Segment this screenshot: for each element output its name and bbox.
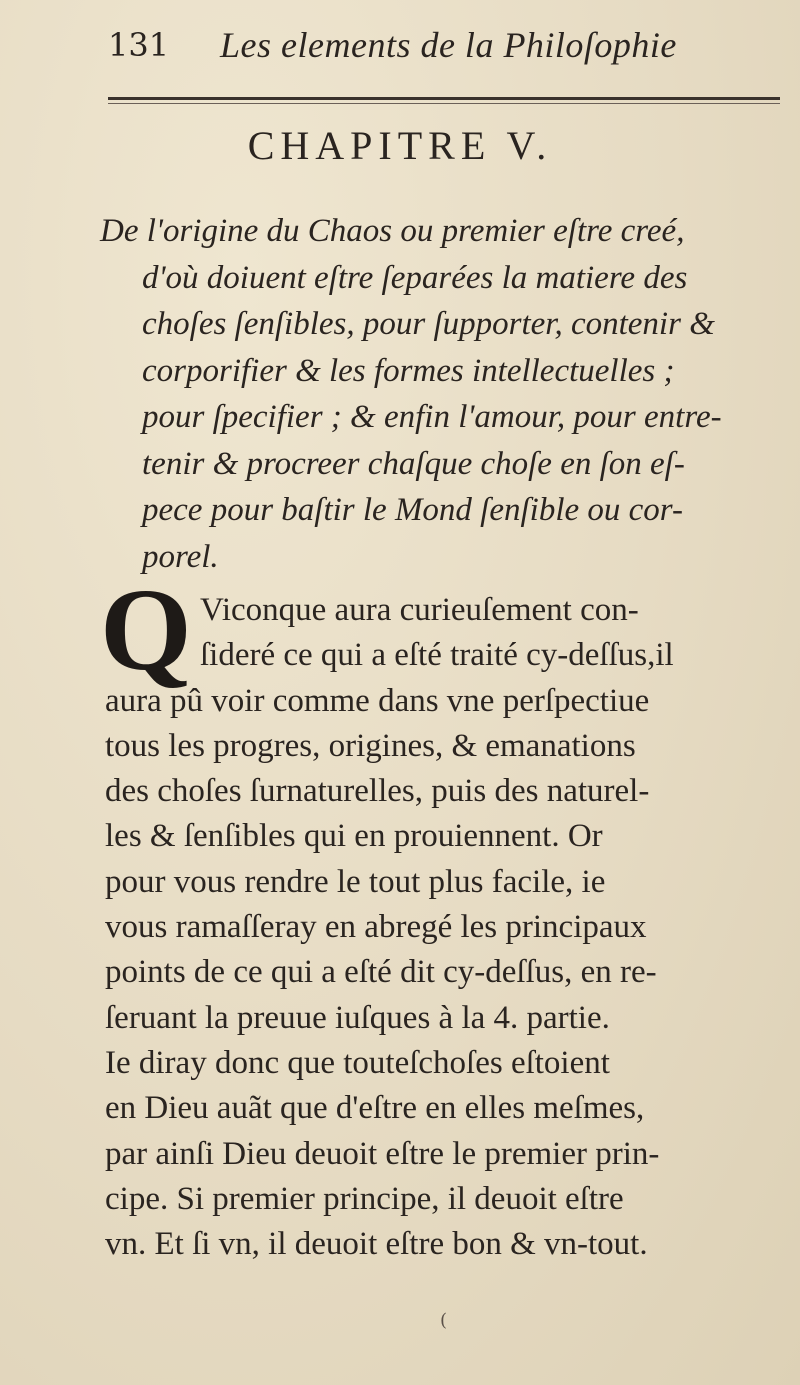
- body-line: cipe. Si premier principe, il deuoit eſtre: [105, 1180, 624, 1217]
- summary-line: d'où doiuent eſtre ſeparées la matiere des: [142, 259, 688, 296]
- body-line: ſideré ce qui a eſté traité cy-deſſus,il: [200, 637, 674, 674]
- body-line: Viconque aura curieuſement con-: [200, 592, 639, 628]
- body-line: vn. Et ſi vn, il deuoit eſtre bon & vn-tout.: [105, 1226, 648, 1263]
- body-line: en Dieu auãt que d'eſtre en elles meſmes,: [105, 1090, 645, 1127]
- body-line: points de ce qui a eſté dit cy-deſſus, en re-: [105, 954, 657, 991]
- drop-cap: Q: [100, 564, 192, 695]
- body-line: par ainſi Dieu deuoit eſtre le premier prin-: [105, 1135, 660, 1172]
- body-line: ſeruant la preuue iuſques à la 4. partie.: [105, 999, 610, 1036]
- body-line: pour vous rendre le tout plus facile, ie: [105, 863, 606, 900]
- body-line: tous les progres, origines, & emanations: [105, 727, 636, 764]
- summary-line: De l'origine du Chaos ou premier eſtre creé,: [100, 213, 685, 249]
- body-line: des choſes ſurnaturelles, puis des naturel-: [105, 773, 650, 810]
- body-paragraph: [105, 588, 785, 1267]
- chapter-summary: [100, 208, 780, 580]
- signature-mark: (: [440, 1310, 448, 1331]
- page-number: 131: [108, 26, 170, 64]
- body-line: vous ramaſſeray en abregé les principaux: [105, 909, 647, 946]
- body-line: Ie diray donc que touteſchoſes eſtoient: [105, 1044, 610, 1081]
- summary-line: pour ſpecifier ; & enfin l'amour, pour entre-: [142, 399, 722, 435]
- summary-line: corporifier & les formes intellectuelles ;: [142, 352, 675, 389]
- header-rule-thin: [108, 103, 780, 104]
- running-title: Les elements de la Philoſophie: [220, 25, 677, 65]
- body-line: les & ſenſibles qui en prouiennent. Or: [105, 818, 603, 855]
- summary-line: choſes ſenſibles, pour ſupporter, contenir &: [142, 306, 715, 342]
- header-rule: [108, 97, 780, 100]
- running-head: [108, 24, 708, 74]
- chapter-title: CHAPITRE V.: [247, 123, 553, 168]
- summary-line: porel.: [142, 538, 219, 575]
- body-line: aura pû voir comme dans vne perſpectiue: [105, 682, 650, 719]
- summary-line: tenir & procreer chaſque choſe en ſon eſ-: [142, 445, 685, 482]
- summary-line: pece pour baſtir le Mond ſenſible ou cor-: [142, 492, 683, 528]
